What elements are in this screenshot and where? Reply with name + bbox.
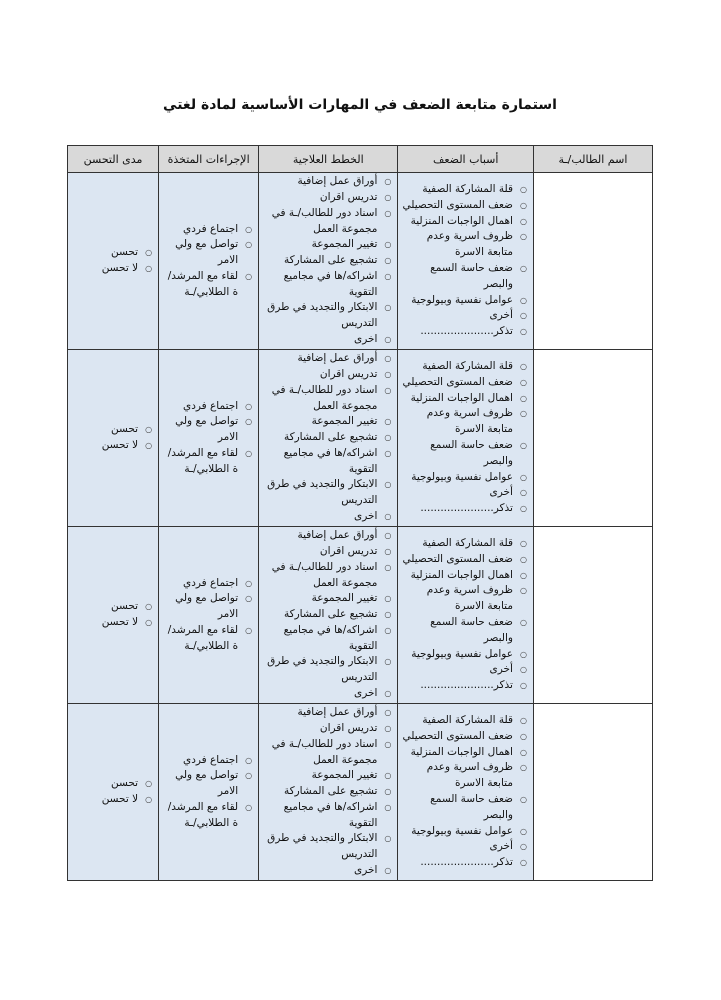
causes-options [398, 536, 533, 694]
causes-option-checkbox[interactable]: ○ ظروف اسرية وعدم متابعة الاسرة [402, 406, 527, 438]
actions-option-checkbox[interactable]: ○ لقاء مع المرشد/ة الطلابي/ـة [163, 800, 252, 832]
plans-option-checkbox[interactable]: ○ الابتكار والتجديد في طرق التدريس [263, 831, 391, 863]
plans-option-checkbox[interactable]: ○ تدريس اقران [263, 544, 391, 560]
causes-option-checkbox[interactable]: ○ عوامل نفسية وبيولوجية [402, 824, 527, 840]
improvement-option-checkbox[interactable]: ○ لا تحسن [72, 792, 152, 808]
plans-option-checkbox[interactable]: ○ اسناد دور للطالب/ـة في مجموعة العمل [263, 560, 391, 592]
student-row [68, 350, 653, 527]
plans-option-checkbox[interactable]: ○ أوراق عمل إضافية [263, 174, 391, 190]
causes-option-checkbox[interactable]: ○ اهمال الواجبات المنزلية [402, 745, 527, 761]
plans-option-checkbox[interactable]: ○ تدريس اقران [263, 721, 391, 737]
actions-option-checkbox[interactable]: ○ تواصل مع ولي الامر [163, 237, 252, 269]
causes-option-checkbox[interactable]: ○ تذكر...................... [402, 501, 527, 517]
causes-option-checkbox[interactable]: ○ ضعف حاسة السمع والبصر [402, 615, 527, 647]
follow-up-table [67, 145, 653, 881]
improvement-option-checkbox[interactable]: ○ لا تحسن [72, 615, 152, 631]
plans-cell [259, 350, 398, 527]
plans-option-checkbox[interactable]: ○ تشجيع على المشاركة [263, 430, 391, 446]
improvement-cell [68, 527, 159, 704]
plans-option-checkbox[interactable]: ○ أوراق عمل إضافية [263, 528, 391, 544]
causes-option-checkbox[interactable]: ○ ظروف اسرية وعدم متابعة الاسرة [402, 229, 527, 261]
causes-cell [398, 173, 534, 350]
student-name-cell[interactable] [533, 173, 652, 350]
actions-cell [159, 704, 259, 881]
plans-option-checkbox[interactable]: ○ تدريس اقران [263, 190, 391, 206]
plans-option-checkbox[interactable]: ○ أوراق عمل إضافية [263, 705, 391, 721]
plans-cell [259, 527, 398, 704]
improvement-options [68, 599, 158, 631]
actions-options [159, 222, 258, 301]
causes-option-checkbox[interactable]: ○ أخرى [402, 308, 527, 324]
header-causes: أسباب الضعف [398, 146, 534, 173]
student-name-cell[interactable] [533, 704, 652, 881]
student-name-cell[interactable] [533, 527, 652, 704]
causes-cell [398, 527, 534, 704]
actions-option-checkbox[interactable]: ○ لقاء مع المرشد/ة الطلابي/ـة [163, 446, 252, 478]
actions-option-checkbox[interactable]: ○ تواصل مع ولي الامر [163, 591, 252, 623]
actions-options [159, 576, 258, 655]
plans-option-checkbox[interactable]: ○ تشجيع على المشاركة [263, 607, 391, 623]
causes-option-checkbox[interactable]: ○ تذكر...................... [402, 324, 527, 340]
plans-cell [259, 173, 398, 350]
plans-option-checkbox[interactable]: ○ اشراكه/ها في مجاميع التقوية [263, 269, 391, 301]
plans-option-checkbox[interactable]: ○ اخرى [263, 863, 391, 879]
student-name-cell[interactable] [533, 350, 652, 527]
plans-cell [259, 704, 398, 881]
causes-option-checkbox[interactable]: ○ ضعف المستوى التحصيلي [402, 729, 527, 745]
plans-option-checkbox[interactable]: ○ اخرى [263, 686, 391, 702]
plans-option-checkbox[interactable]: ○ تغيير المجموعة [263, 237, 391, 253]
actions-cell [159, 527, 259, 704]
causes-option-checkbox[interactable]: ○ ضعف حاسة السمع والبصر [402, 792, 527, 824]
plans-option-checkbox[interactable]: ○ تغيير المجموعة [263, 591, 391, 607]
plans-option-checkbox[interactable]: ○ تغيير المجموعة [263, 414, 391, 430]
plans-options [259, 705, 397, 879]
plans-option-checkbox[interactable]: ○ اسناد دور للطالب/ـة في مجموعة العمل [263, 383, 391, 415]
actions-cell [159, 350, 259, 527]
causes-options [398, 359, 533, 517]
plans-options [259, 351, 397, 525]
causes-option-checkbox[interactable]: ○ ظروف اسرية وعدم متابعة الاسرة [402, 760, 527, 792]
causes-cell [398, 350, 534, 527]
causes-option-checkbox[interactable]: ○ اهمال الواجبات المنزلية [402, 391, 527, 407]
improvement-option-checkbox[interactable]: ○ تحسن [72, 599, 152, 615]
improvement-cell [68, 350, 159, 527]
improvement-options [68, 776, 158, 808]
plans-option-checkbox[interactable]: ○ اشراكه/ها في مجاميع التقوية [263, 800, 391, 832]
actions-cell [159, 173, 259, 350]
causes-option-checkbox[interactable]: ○ اهمال الواجبات المنزلية [402, 214, 527, 230]
header-actions: الإجراءات المتخذة [159, 146, 259, 173]
improvement-cell [68, 704, 159, 881]
causes-option-checkbox[interactable]: ○ ظروف اسرية وعدم متابعة الاسرة [402, 583, 527, 615]
causes-option-checkbox[interactable]: ○ أخرى [402, 662, 527, 678]
plans-option-checkbox[interactable]: ○ اخرى [263, 332, 391, 348]
causes-option-checkbox[interactable]: ○ عوامل نفسية وبيولوجية [402, 470, 527, 486]
plans-option-checkbox[interactable]: ○ الابتكار والتجديد في طرق التدريس [263, 654, 391, 686]
actions-option-checkbox[interactable]: ○ تواصل مع ولي الامر [163, 414, 252, 446]
actions-option-checkbox[interactable]: ○ اجتماع فردي [163, 222, 252, 238]
causes-option-checkbox[interactable]: ○ اهمال الواجبات المنزلية [402, 568, 527, 584]
header-improvement: مدى التحسن [68, 146, 159, 173]
causes-option-checkbox[interactable]: ○ أخرى [402, 485, 527, 501]
improvement-option-checkbox[interactable]: ○ لا تحسن [72, 438, 152, 454]
plans-option-checkbox[interactable]: ○ اشراكه/ها في مجاميع التقوية [263, 446, 391, 478]
plans-option-checkbox[interactable]: ○ تغيير المجموعة [263, 768, 391, 784]
improvement-option-checkbox[interactable]: ○ تحسن [72, 245, 152, 261]
causes-option-checkbox[interactable]: ○ أخرى [402, 839, 527, 855]
actions-option-checkbox[interactable]: ○ اجتماع فردي [163, 576, 252, 592]
causes-option-checkbox[interactable]: ○ ضعف حاسة السمع والبصر [402, 438, 527, 470]
causes-options [398, 182, 533, 340]
improvement-option-checkbox[interactable]: ○ تحسن [72, 422, 152, 438]
actions-options [159, 753, 258, 832]
header-row [68, 146, 653, 173]
causes-option-checkbox[interactable]: ○ عوامل نفسية وبيولوجية [402, 293, 527, 309]
actions-option-checkbox[interactable]: ○ اجتماع فردي [163, 399, 252, 415]
causes-option-checkbox[interactable]: ○ ضعف المستوى التحصيلي [402, 552, 527, 568]
plans-option-checkbox[interactable]: ○ الابتكار والتجديد في طرق التدريس [263, 300, 391, 332]
plans-options [259, 174, 397, 348]
plans-options [259, 528, 397, 702]
student-row [68, 704, 653, 881]
improvement-options [68, 245, 158, 277]
causes-option-checkbox[interactable]: ○ ضعف المستوى التحصيلي [402, 198, 527, 214]
causes-option-checkbox[interactable]: ○ قلة المشاركة الصفية [402, 182, 527, 198]
causes-options [398, 713, 533, 871]
causes-option-checkbox[interactable]: ○ عوامل نفسية وبيولوجية [402, 647, 527, 663]
header-student-name: اسم الطالب/ـة [533, 146, 652, 173]
actions-option-checkbox[interactable]: ○ اجتماع فردي [163, 753, 252, 769]
causes-option-checkbox[interactable]: ○ قلة المشاركة الصفية [402, 359, 527, 375]
student-row [68, 527, 653, 704]
causes-option-checkbox[interactable]: ○ قلة المشاركة الصفية [402, 536, 527, 552]
plans-option-checkbox[interactable]: ○ اسناد دور للطالب/ـة في مجموعة العمل [263, 737, 391, 769]
plans-option-checkbox[interactable]: ○ تشجيع على المشاركة [263, 253, 391, 269]
plans-option-checkbox[interactable]: ○ اسناد دور للطالب/ـة في مجموعة العمل [263, 206, 391, 238]
plans-option-checkbox[interactable]: ○ اشراكه/ها في مجاميع التقوية [263, 623, 391, 655]
plans-option-checkbox[interactable]: ○ اخرى [263, 509, 391, 525]
causes-cell [398, 704, 534, 881]
actions-option-checkbox[interactable]: ○ تواصل مع ولي الامر [163, 768, 252, 800]
improvement-option-checkbox[interactable]: ○ تحسن [72, 776, 152, 792]
header-plans: الخطط العلاجية [259, 146, 398, 173]
form-title: استمارة متابعة الضعف في المهارات الأساسية لمادة لغتي [163, 97, 557, 113]
causes-option-checkbox[interactable]: ○ ضعف المستوى التحصيلي [402, 375, 527, 391]
plans-option-checkbox[interactable]: ○ أوراق عمل إضافية [263, 351, 391, 367]
plans-option-checkbox[interactable]: ○ الابتكار والتجديد في طرق التدريس [263, 477, 391, 509]
student-row [68, 173, 653, 350]
plans-option-checkbox[interactable]: ○ تشجيع على المشاركة [263, 784, 391, 800]
causes-option-checkbox[interactable]: ○ تذكر...................... [402, 678, 527, 694]
actions-option-checkbox[interactable]: ○ لقاء مع المرشد/ة الطلابي/ـة [163, 269, 252, 301]
improvement-cell [68, 173, 159, 350]
causes-option-checkbox[interactable]: ○ قلة المشاركة الصفية [402, 713, 527, 729]
actions-option-checkbox[interactable]: ○ لقاء مع المرشد/ة الطلابي/ـة [163, 623, 252, 655]
actions-options [159, 399, 258, 478]
causes-option-checkbox[interactable]: ○ ضعف حاسة السمع والبصر [402, 261, 527, 293]
improvement-option-checkbox[interactable]: ○ لا تحسن [72, 261, 152, 277]
plans-option-checkbox[interactable]: ○ تدريس اقران [263, 367, 391, 383]
causes-option-checkbox[interactable]: ○ تذكر...................... [402, 855, 527, 871]
improvement-options [68, 422, 158, 454]
